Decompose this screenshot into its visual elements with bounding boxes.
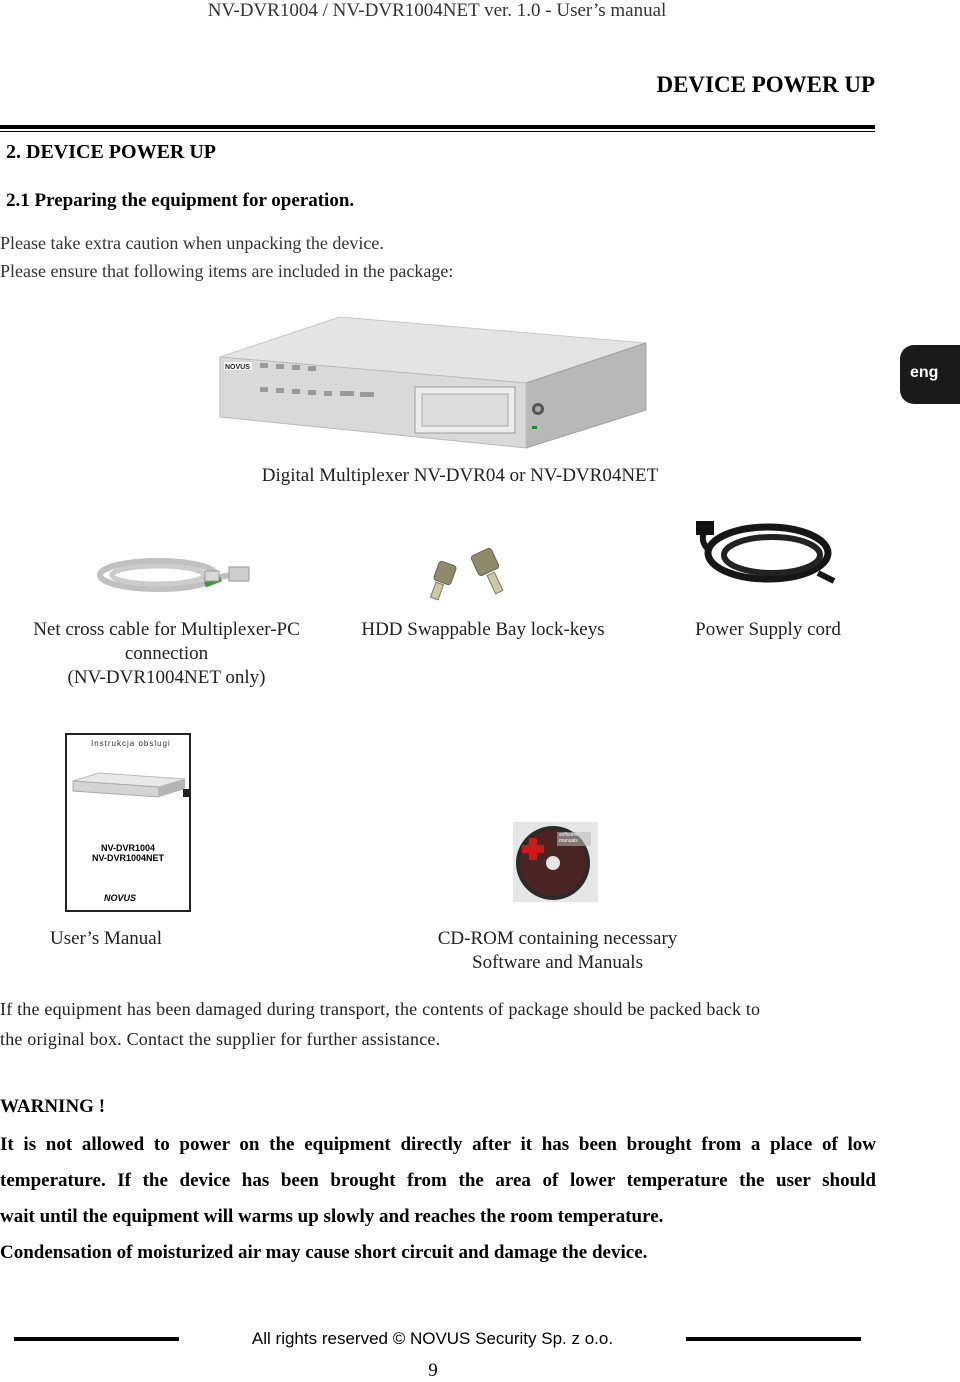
footer-copyright: All rights reserved © NOVUS Security Sp. z o.o. (251, 1329, 614, 1348)
footer-rule-right (686, 1337, 861, 1341)
notice-line-2: the original box. Contact the supplier for further assistance. (0, 1029, 441, 1049)
keys-caption: HDD Swappable Bay lock-keys (361, 619, 605, 640)
section-title: 2. DEVICE POWER UP (6, 141, 217, 163)
dvr-device-image (210, 315, 650, 450)
notice-line-1: If the equipment has been damaged during transport, the contents of package should be packed back to (0, 999, 761, 1019)
running-title: NV-DVR1004 / NV-DVR1004NET ver. 1.0 - User’s manual (207, 0, 667, 21)
warning-line-2: temperature. If the device has been brought from the area of lower temperature the user should (0, 1170, 876, 1191)
manual-caption: User’s Manual (49, 928, 163, 949)
manual-cover-side-mark (183, 789, 189, 797)
cable-caption-1: Net cross cable for Multiplexer-PC (33, 619, 300, 640)
language-tab-label: eng (910, 364, 939, 381)
manual-cover-dvr-image (71, 771, 187, 799)
header-rule-thick (0, 125, 875, 129)
power-cord-image (688, 515, 838, 595)
cdrom-disc-label: software manuals (559, 832, 578, 844)
net-cable-image (93, 553, 255, 595)
language-tab[interactable] (900, 345, 960, 404)
footer-rule-left (14, 1337, 179, 1341)
warning-line-1: It is not allowed to power on the equipment directly after it has been brought from a place of low (0, 1134, 876, 1155)
section-label: DEVICE POWER UP (656, 72, 875, 97)
manual-cover-model-1: NV-DVR1004 (100, 843, 156, 853)
header-rule-thin (0, 131, 875, 132)
cdrom-image (513, 822, 598, 902)
intro-line-2: Please ensure that following items are included in the package: (0, 261, 454, 281)
warning-line-4: Condensation of moisturized air may cause short circuit and damage the device. (0, 1242, 648, 1263)
dvr-caption: Digital Multiplexer NV-DVR04 or NV-DVR04NET (261, 465, 659, 486)
manual-cover-model-2: NV-DVR1004NET (91, 853, 165, 863)
device-logo: NOVUS (225, 364, 250, 371)
manual-cover-image (65, 733, 191, 912)
page-number: 9 (428, 1360, 438, 1381)
warning-line-3: wait until the equipment will warms up slowly and reaches the room temperature. (0, 1206, 664, 1227)
cdrom-caption-1: CD-ROM containing necessary (437, 928, 678, 949)
cable-caption-2: connection (124, 643, 209, 664)
cdrom-caption-2: Software and Manuals (472, 952, 643, 973)
cable-caption-3: (NV-DVR1004NET only) (67, 667, 266, 688)
manual-cover-title: Instrukcja obslugi (91, 739, 171, 748)
manual-cover-logo: NOVUS (103, 893, 136, 903)
warning-heading: WARNING ! (0, 1096, 106, 1117)
power-caption: Power Supply cord (695, 619, 841, 640)
section-subtitle: 2.1 Preparing the equipment for operation. (6, 190, 355, 211)
intro-line-1: Please take extra caution when unpacking the device. (0, 233, 384, 253)
lock-keys-image (428, 545, 518, 603)
